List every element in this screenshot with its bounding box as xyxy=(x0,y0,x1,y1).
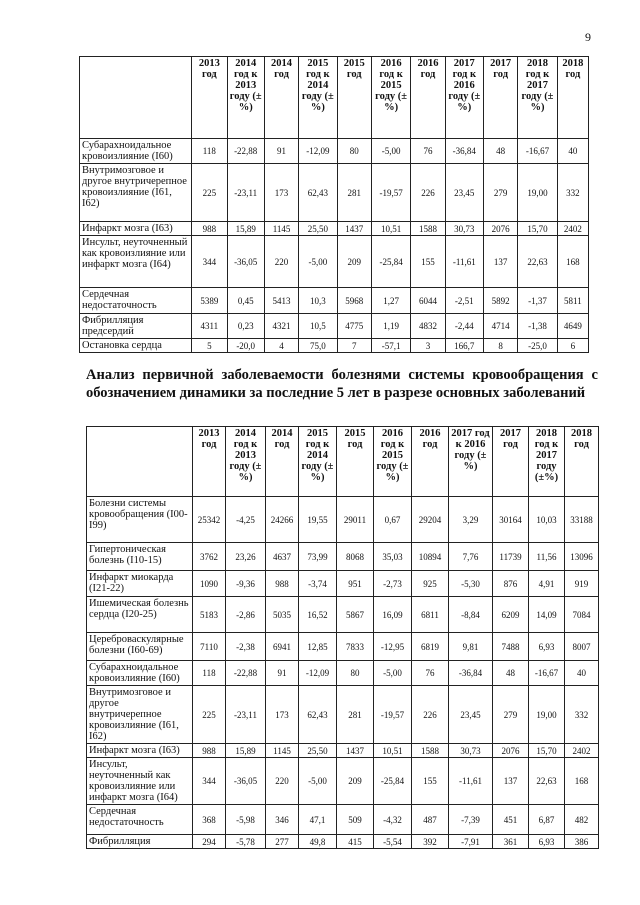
row-label: Остановка сердца xyxy=(80,339,192,353)
column-header: 2016 год xyxy=(411,57,445,139)
table-cell: 5811 xyxy=(557,288,588,314)
table-cell: 11,56 xyxy=(529,543,565,571)
table-cell: 3 xyxy=(411,339,445,353)
row-label: Фибрилляция предсердий xyxy=(80,314,192,339)
table-cell: -36,05 xyxy=(226,758,266,805)
table-cell: 2076 xyxy=(484,222,518,236)
table-cell: -22,88 xyxy=(227,139,264,164)
table-cell: -11,61 xyxy=(445,236,483,288)
table-cell: -19,57 xyxy=(374,686,412,744)
table-row xyxy=(80,288,589,314)
table-cell: 209 xyxy=(337,236,371,288)
row-label: Сердечная недостаточность xyxy=(80,288,192,314)
column-header: 2016 год к 2015 году (±%) xyxy=(374,427,412,497)
column-header: 2017 год xyxy=(493,427,529,497)
table-cell: 5413 xyxy=(264,288,298,314)
table-cell: 166,7 xyxy=(445,339,483,353)
table-cell: 24266 xyxy=(266,497,299,543)
table-cell: 7488 xyxy=(493,633,529,661)
column-header: 2013 год xyxy=(192,57,227,139)
table-cell: 15,70 xyxy=(529,744,565,758)
column-header: 2017 год к 2016 году (±%) xyxy=(445,57,483,139)
table-cell: 16,52 xyxy=(299,597,337,633)
table-cell: 22,63 xyxy=(529,758,565,805)
table-cell: -2,44 xyxy=(445,314,483,339)
table-cell: 5968 xyxy=(337,288,371,314)
table-cell: 294 xyxy=(193,835,226,849)
table-cell: -36,84 xyxy=(449,661,493,686)
table-cell: 168 xyxy=(557,236,588,288)
table-cell: 951 xyxy=(337,571,374,597)
row-label: Ишемическая болезнь сердца (I20-25) xyxy=(87,597,193,633)
column-header: 2014 год xyxy=(266,427,299,497)
page-number: 9 xyxy=(585,30,591,44)
table-cell: -7,39 xyxy=(449,805,493,835)
table-cell: 23,26 xyxy=(226,543,266,571)
row-label: Инфаркт мозга (I63) xyxy=(80,222,192,236)
table-cell: 10,3 xyxy=(299,288,337,314)
table-cell: 23,45 xyxy=(449,686,493,744)
table-cell: 137 xyxy=(493,758,529,805)
table-row xyxy=(87,571,599,597)
table-row xyxy=(80,236,589,288)
table-cell: 2402 xyxy=(565,744,599,758)
table-cell: 19,55 xyxy=(299,497,337,543)
table-cell: -25,0 xyxy=(518,339,557,353)
table-cell: -5,00 xyxy=(299,758,337,805)
table-cell: 25342 xyxy=(193,497,226,543)
table-row xyxy=(87,597,599,633)
table-cell: 225 xyxy=(193,686,226,744)
table-cell: 29011 xyxy=(337,497,374,543)
table-row xyxy=(80,314,589,339)
table-cell: 4649 xyxy=(557,314,588,339)
table-cell: 6209 xyxy=(493,597,529,633)
column-header: 2016 год xyxy=(412,427,449,497)
table-cell: 10,51 xyxy=(371,222,410,236)
table-cell: 155 xyxy=(411,236,445,288)
table-cell: 25,50 xyxy=(299,744,337,758)
column-header: 2014 год к 2013 году (±%) xyxy=(226,427,266,497)
table-row xyxy=(87,633,599,661)
table-cell: 48 xyxy=(484,139,518,164)
table-cell: -11,61 xyxy=(449,758,493,805)
table-cell: 226 xyxy=(411,164,445,222)
section-heading: Анализ первичной заболеваемости болезнями системы кровообращения с обозначением динамики за последние 5 лет в разрезе основных заболеваний xyxy=(86,367,598,401)
table-cell: 4 xyxy=(264,339,298,353)
table-cell: 876 xyxy=(493,571,529,597)
table-row xyxy=(80,339,589,353)
table-cell: 4311 xyxy=(192,314,227,339)
table-cell: 279 xyxy=(493,686,529,744)
row-label: Внутримозговое и другое внутричерепное кровоизлияние (I61, I62) xyxy=(80,164,192,222)
table-cell: 988 xyxy=(266,571,299,597)
table-cell: 9,81 xyxy=(449,633,493,661)
table-cell: 226 xyxy=(412,686,449,744)
row-label: Инсульт, неуточненный как кровоизлияние или инфаркт мозга (I64) xyxy=(80,236,192,288)
row-label: Фибрилляция xyxy=(87,835,193,849)
table-cell: 1145 xyxy=(264,222,298,236)
table-cell: 6,93 xyxy=(529,835,565,849)
table-cell: 988 xyxy=(192,222,227,236)
table-cell: 62,43 xyxy=(299,164,337,222)
row-label: Цереброваскулярные болезни (I60-69) xyxy=(87,633,193,661)
column-header: 2018 год к 2017 году (±%) xyxy=(529,427,565,497)
table-row xyxy=(87,744,599,758)
table-cell: 225 xyxy=(192,164,227,222)
row-label: Гипертоническая болезнь (I10-15) xyxy=(87,543,193,571)
table-cell: 22,63 xyxy=(518,236,557,288)
table-row xyxy=(87,543,599,571)
table-cell: 62,43 xyxy=(299,686,337,744)
table-cell: 482 xyxy=(565,805,599,835)
table-cell: 386 xyxy=(565,835,599,849)
table-cell: 12,85 xyxy=(299,633,337,661)
table-cell: 30,73 xyxy=(449,744,493,758)
table-cell: 76 xyxy=(411,139,445,164)
table-cell: 40 xyxy=(565,661,599,686)
table-cell: 5867 xyxy=(337,597,374,633)
table-cell: -3,74 xyxy=(299,571,337,597)
table-cell: 7833 xyxy=(337,633,374,661)
table-cell: 5389 xyxy=(192,288,227,314)
table-cell: 29204 xyxy=(412,497,449,543)
table-cell: -8,84 xyxy=(449,597,493,633)
table-cell: 0,67 xyxy=(374,497,412,543)
table-cell: 3,29 xyxy=(449,497,493,543)
table-cell: -2,51 xyxy=(445,288,483,314)
row-label-header xyxy=(80,57,192,139)
table-cell: 281 xyxy=(337,164,371,222)
table-cell: 137 xyxy=(484,236,518,288)
row-label: Инсульт, неуточненный как кровоизлияние или инфаркт мозга (I64) xyxy=(87,758,193,805)
table-cell: 0,45 xyxy=(227,288,264,314)
column-header: 2015 год xyxy=(337,57,371,139)
table-cell: 118 xyxy=(193,661,226,686)
table-cell: 361 xyxy=(493,835,529,849)
column-header: 2015 год xyxy=(337,427,374,497)
table-cell: 76 xyxy=(412,661,449,686)
table-cell: 80 xyxy=(337,139,371,164)
table-cell: 30164 xyxy=(493,497,529,543)
table-cell: 4,91 xyxy=(529,571,565,597)
table-cell: 368 xyxy=(193,805,226,835)
table-cell: 451 xyxy=(493,805,529,835)
table-cell: 1145 xyxy=(266,744,299,758)
row-label: Внутримозговое и другое внутричерепное кровоизлияние (I61, I62) xyxy=(87,686,193,744)
table-row xyxy=(87,835,599,849)
table-cell: 168 xyxy=(565,758,599,805)
table-cell: -5,00 xyxy=(299,236,337,288)
table-cell: 7,76 xyxy=(449,543,493,571)
table-cell: 155 xyxy=(412,758,449,805)
table-cell: 48 xyxy=(493,661,529,686)
table-cell: 173 xyxy=(266,686,299,744)
table-cell: 6 xyxy=(557,339,588,353)
table-cell: 11739 xyxy=(493,543,529,571)
table-cell: 1,19 xyxy=(371,314,410,339)
column-header: 2013 год xyxy=(193,427,226,497)
table-cell: 91 xyxy=(266,661,299,686)
table-cell: -5,00 xyxy=(374,661,412,686)
table-cell: 1588 xyxy=(411,222,445,236)
table-cell: 91 xyxy=(264,139,298,164)
row-label: Субарахноидальное кровоизлияние (I60) xyxy=(87,661,193,686)
table-cell: 7084 xyxy=(565,597,599,633)
table-cell: 4714 xyxy=(484,314,518,339)
table-cell: 1090 xyxy=(193,571,226,597)
table-cell: 25,50 xyxy=(299,222,337,236)
table-cell: 0,23 xyxy=(227,314,264,339)
table-cell: 10894 xyxy=(412,543,449,571)
table-cell: -16,67 xyxy=(518,139,557,164)
table-cell: -5,54 xyxy=(374,835,412,849)
incidence-table-continued xyxy=(79,56,589,353)
table-cell: 509 xyxy=(337,805,374,835)
column-header: 2014 год к 2013 году (±%) xyxy=(227,57,264,139)
table-cell: 15,70 xyxy=(518,222,557,236)
table-cell: 49,8 xyxy=(299,835,337,849)
header-row xyxy=(80,57,589,139)
table-cell: 1437 xyxy=(337,222,371,236)
table-cell: -36,84 xyxy=(445,139,483,164)
table-row xyxy=(87,686,599,744)
table-cell: 173 xyxy=(264,164,298,222)
table-cell: 487 xyxy=(412,805,449,835)
table-cell: 13096 xyxy=(565,543,599,571)
column-header: 2018 год xyxy=(565,427,599,497)
table-cell: 5035 xyxy=(266,597,299,633)
table-cell: 7110 xyxy=(193,633,226,661)
table-cell: -23,11 xyxy=(227,164,264,222)
table-row xyxy=(80,164,589,222)
table-row xyxy=(87,497,599,543)
table-cell: 332 xyxy=(565,686,599,744)
column-header: 2015 год к 2014 году (±%) xyxy=(299,427,337,497)
table-cell: -5,00 xyxy=(371,139,410,164)
column-header: 2015 год к 2014 году (±%) xyxy=(299,57,337,139)
table-cell: -5,98 xyxy=(226,805,266,835)
table-cell: 4832 xyxy=(411,314,445,339)
table-cell: -25,84 xyxy=(374,758,412,805)
table-cell: 5892 xyxy=(484,288,518,314)
table-cell: 16,09 xyxy=(374,597,412,633)
table-row xyxy=(80,139,589,164)
row-label: Болезни системы кровообращения (I00-I99) xyxy=(87,497,193,543)
table-cell: 118 xyxy=(192,139,227,164)
table-cell: 80 xyxy=(337,661,374,686)
table-cell: -2,73 xyxy=(374,571,412,597)
table-cell: -9,36 xyxy=(226,571,266,597)
table-cell: -1,38 xyxy=(518,314,557,339)
table-cell: 1,27 xyxy=(371,288,410,314)
table-cell: 4637 xyxy=(266,543,299,571)
table-cell: -4,25 xyxy=(226,497,266,543)
column-header: 2017 год к 2016 году (±%) xyxy=(449,427,493,497)
table-cell: 6,87 xyxy=(529,805,565,835)
table-cell: 6811 xyxy=(412,597,449,633)
table-cell: 220 xyxy=(264,236,298,288)
table-cell: -7,91 xyxy=(449,835,493,849)
table-cell: -12,95 xyxy=(374,633,412,661)
table-cell: 344 xyxy=(192,236,227,288)
table-cell: 919 xyxy=(565,571,599,597)
table-cell: -5,30 xyxy=(449,571,493,597)
table-cell: 1437 xyxy=(337,744,374,758)
column-header: 2014 год xyxy=(264,57,298,139)
row-label: Субарахноидальное кровоизлияние (I60) xyxy=(80,139,192,164)
table-cell: 35,03 xyxy=(374,543,412,571)
table-cell: -1,37 xyxy=(518,288,557,314)
table-cell: 15,89 xyxy=(227,222,264,236)
table-cell: -23,11 xyxy=(226,686,266,744)
table-cell: -57,1 xyxy=(371,339,410,353)
table-cell: 14,09 xyxy=(529,597,565,633)
table-cell: 277 xyxy=(266,835,299,849)
table-cell: -4,32 xyxy=(374,805,412,835)
table-cell: 1588 xyxy=(412,744,449,758)
table-cell: 4321 xyxy=(264,314,298,339)
table-cell: -2,86 xyxy=(226,597,266,633)
table-cell: 10,51 xyxy=(374,744,412,758)
table-cell: 47,1 xyxy=(299,805,337,835)
column-header: 2016 год к 2015 году (±%) xyxy=(371,57,410,139)
table-cell: 19,00 xyxy=(518,164,557,222)
table-cell: 332 xyxy=(557,164,588,222)
table-cell: 344 xyxy=(193,758,226,805)
row-label: Инфаркт мозга (I63) xyxy=(87,744,193,758)
table-cell: 392 xyxy=(412,835,449,849)
table-cell: -19,57 xyxy=(371,164,410,222)
table-cell: -20,0 xyxy=(227,339,264,353)
table-cell: 30,73 xyxy=(445,222,483,236)
table-cell: 15,89 xyxy=(226,744,266,758)
table-cell: 23,45 xyxy=(445,164,483,222)
table-cell: 209 xyxy=(337,758,374,805)
table-cell: 2402 xyxy=(557,222,588,236)
table-cell: 6941 xyxy=(266,633,299,661)
table-cell: -5,78 xyxy=(226,835,266,849)
table-cell: 10,03 xyxy=(529,497,565,543)
table-cell: 220 xyxy=(266,758,299,805)
column-header: 2018 год xyxy=(557,57,588,139)
table-cell: 8068 xyxy=(337,543,374,571)
table-cell: 33188 xyxy=(565,497,599,543)
table-cell: 279 xyxy=(484,164,518,222)
table-cell: 8 xyxy=(484,339,518,353)
table-row xyxy=(80,222,589,236)
table-cell: 6,93 xyxy=(529,633,565,661)
table-cell: 7 xyxy=(337,339,371,353)
table-cell: 988 xyxy=(193,744,226,758)
table-cell: -36,05 xyxy=(227,236,264,288)
table-cell: 75,0 xyxy=(299,339,337,353)
table-cell: 3762 xyxy=(193,543,226,571)
table-cell: 6819 xyxy=(412,633,449,661)
table-cell: 5183 xyxy=(193,597,226,633)
table-cell: 4775 xyxy=(337,314,371,339)
table-cell: 5 xyxy=(192,339,227,353)
row-label-header xyxy=(87,427,193,497)
table-row xyxy=(87,758,599,805)
table-cell: 2076 xyxy=(493,744,529,758)
table-row xyxy=(87,661,599,686)
table-cell: 6044 xyxy=(411,288,445,314)
table-cell: 8007 xyxy=(565,633,599,661)
table-cell: 19,00 xyxy=(529,686,565,744)
table-cell: -22,88 xyxy=(226,661,266,686)
table-cell: -12,09 xyxy=(299,661,337,686)
table-cell: 415 xyxy=(337,835,374,849)
table-cell: -2,38 xyxy=(226,633,266,661)
table-cell: -16,67 xyxy=(529,661,565,686)
table-cell: 10,5 xyxy=(299,314,337,339)
table-cell: 73,99 xyxy=(299,543,337,571)
column-header: 2018 год к 2017 году (±%) xyxy=(518,57,557,139)
table-cell: -25,84 xyxy=(371,236,410,288)
row-label: Инфаркт миокарда (I21-22) xyxy=(87,571,193,597)
table-row xyxy=(87,805,599,835)
table-cell: 281 xyxy=(337,686,374,744)
row-label: Сердечная недостаточность xyxy=(87,805,193,835)
table-cell: 925 xyxy=(412,571,449,597)
table-cell: -12,09 xyxy=(299,139,337,164)
table-cell: 40 xyxy=(557,139,588,164)
header-row xyxy=(87,427,599,497)
incidence-table xyxy=(86,426,599,849)
table-cell: 346 xyxy=(266,805,299,835)
column-header: 2017 год xyxy=(484,57,518,139)
